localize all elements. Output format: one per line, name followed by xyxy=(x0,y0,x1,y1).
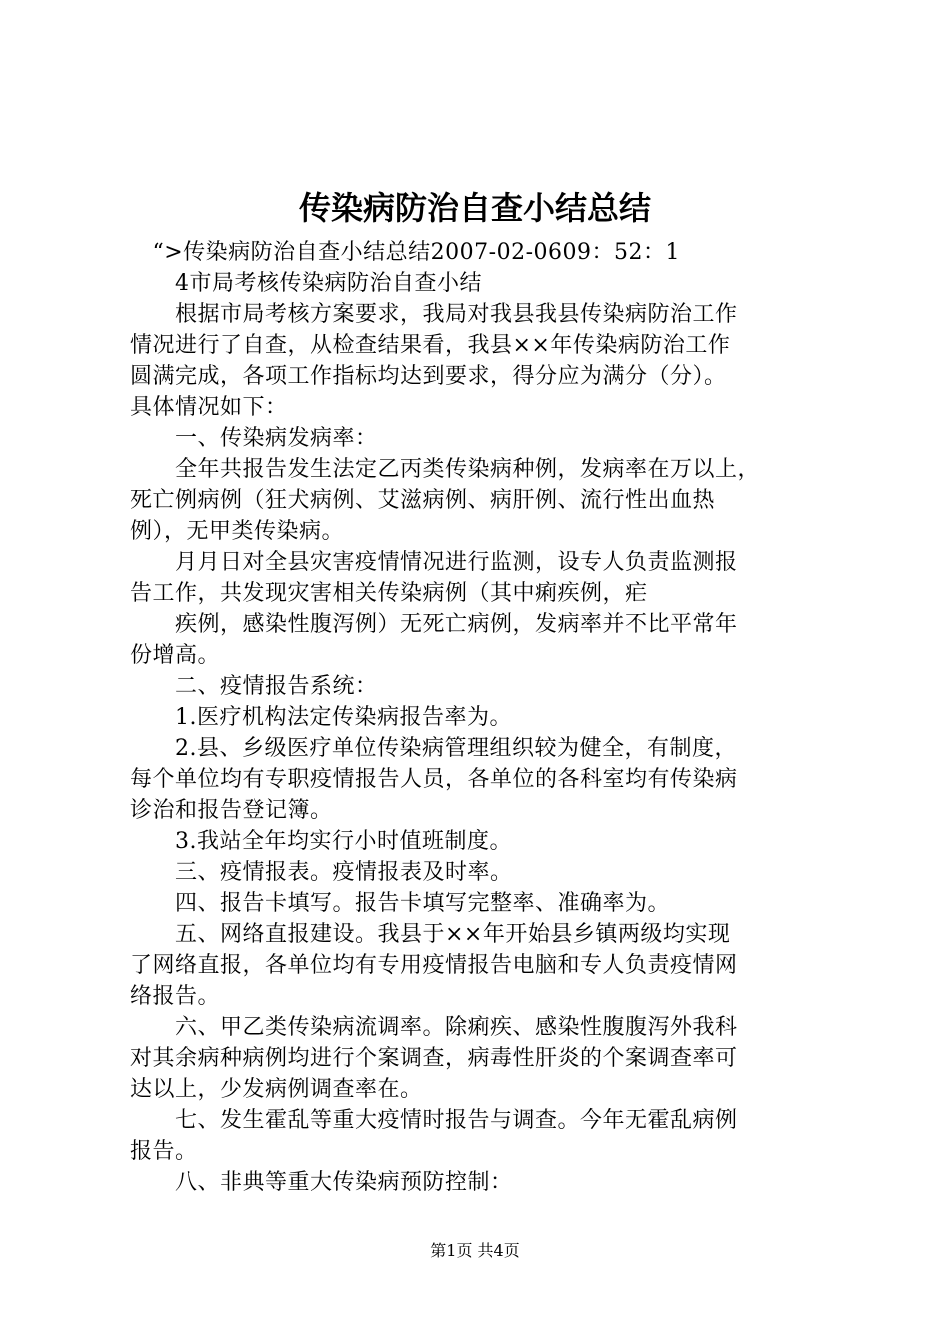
body-line: 七、发生霍乱等重大疫情时报告与调查。今年无霍乱病例 xyxy=(130,1108,738,1133)
body-line: 络报告。 xyxy=(130,984,221,1009)
body-line: 报告。 xyxy=(130,1139,198,1164)
document-title: 传染病防治自查小结总结 xyxy=(298,189,651,227)
body-line: 告工作，共发现灾害相关传染病例（其中痢疾例，疟 xyxy=(130,581,648,606)
body-line: 疾例，感染性腹泻例）无死亡病例，发病率并不比平常年 xyxy=(130,612,738,637)
body-line: 3.我站全年均实行小时值班制度。 xyxy=(130,829,512,854)
body-line: 每个单位均有专职疫情报告人员，各单位的各科室均有传染病 xyxy=(130,767,738,792)
body-line: 份增高。 xyxy=(130,643,221,668)
body-line: 对其余病种病例均进行个案调查，病毒性肝炎的个案调查率可 xyxy=(130,1046,738,1071)
body-line: 四、报告卡填写。报告卡填写完整率、准确率为。 xyxy=(130,891,671,916)
body-line: 一、传染病发病率： xyxy=(130,426,378,451)
body-line: 月月日对全县灾害疫情情况进行监测，设专人负责监测报 xyxy=(130,550,738,575)
body-line: 诊治和报告登记簿。 xyxy=(130,798,333,823)
body-line: 4市局考核传染病防治自查小结 xyxy=(130,271,482,296)
body-line: 全年共报告发生法定乙丙类传染病种例，发病率在万以上， xyxy=(130,457,761,482)
body-line: “>传染病防治自查小结总结2007-02-0609：52：1 xyxy=(130,240,681,265)
page-footer: 第1页 共4页 xyxy=(430,1241,520,1260)
body-line: 圆满完成，各项工作指标均达到要求，得分应为满分（分）。 xyxy=(130,364,727,389)
body-line: 五、网络直报建设。我县于××年开始县乡镇两级均实现 xyxy=(130,922,731,947)
body-line: 六、甲乙类传染病流调率。除痢疾、感染性腹腹泻外我科 xyxy=(130,1015,738,1040)
body-line: 情况进行了自查，从检查结果看，我县××年传染病防治工作 xyxy=(130,333,731,358)
body-line: 例），无甲类传染病。 xyxy=(130,519,345,544)
body-line: 根据市局考核方案要求，我局对我县我县传染病防治工作 xyxy=(130,302,738,327)
body-line: 死亡例病例（狂犬病例、艾滋病例、病肝例、流行性出血热 xyxy=(130,488,716,513)
body-line: 二、疫情报告系统： xyxy=(130,674,378,699)
body-line: 八、非典等重大传染病预防控制： xyxy=(130,1170,513,1195)
body-line: 1.医疗机构法定传染病报告率为。 xyxy=(130,705,512,730)
body-line: 三、疫情报表。疫情报表及时率。 xyxy=(130,860,513,885)
body-line: 具体情况如下： xyxy=(130,395,288,420)
body-line: 了网络直报，各单位均有专用疫情报告电脑和专人负责疫情网 xyxy=(130,953,738,978)
body-line: 2.县、乡级医疗单位传染病管理组织较为健全，有制度， xyxy=(130,736,737,761)
body-line: 达以上，少发病例调查率在。 xyxy=(130,1077,423,1102)
